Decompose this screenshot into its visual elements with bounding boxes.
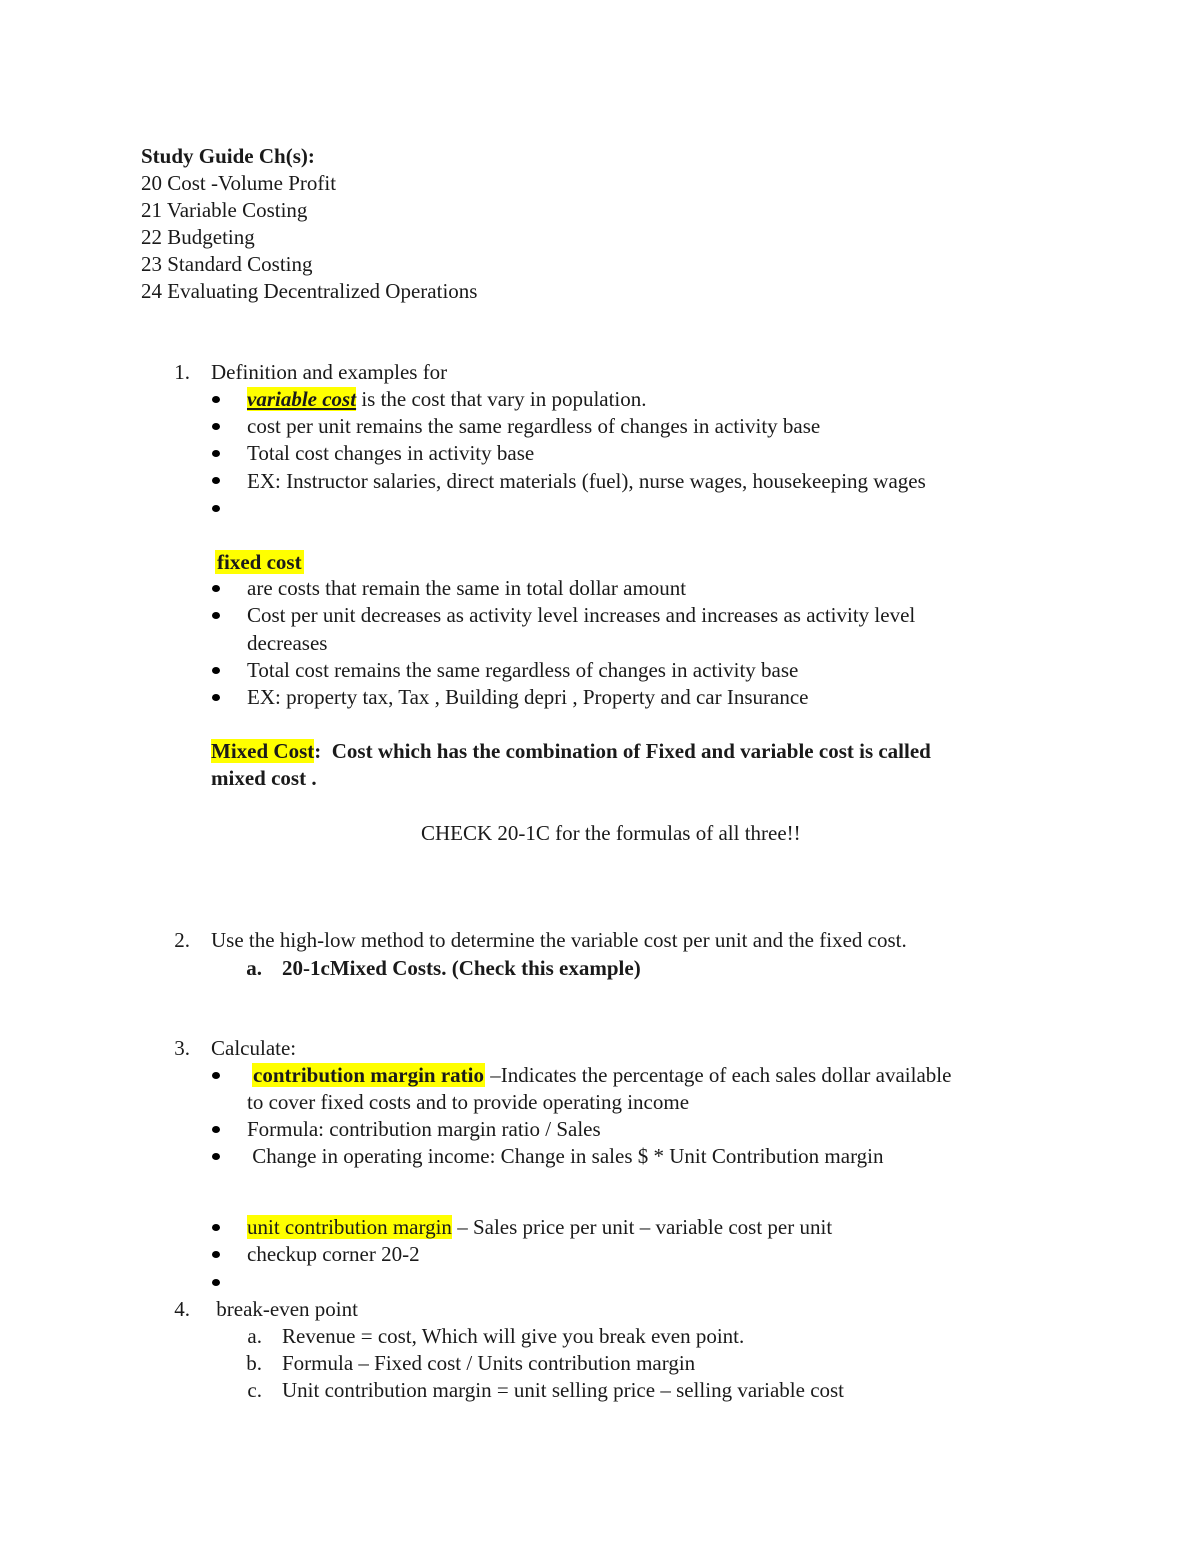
fixed-bullet-4: EX: property tax, Tax , Building depri , Property and car Insurance [247,685,809,709]
unit-cm-term: unit contribution margin [247,1215,452,1239]
section-2-sub-letter: a. [246,956,262,980]
unit-cm-definition-text: – Sales price per unit – variable cost per unit [451,1215,833,1239]
bullet-icon [212,1153,220,1160]
bullet-icon [212,585,220,592]
chapter-21: 21 Variable Costing [141,198,308,222]
section-3-number: 3. [174,1036,190,1060]
mixed-cost-colon: : [314,739,322,763]
bullet-icon [212,505,220,512]
section-1-heading: Definition and examples for [211,360,448,384]
section-1-number: 1. [174,360,190,384]
section-2-heading: Use the high-low method to determine the variable cost per unit and the fixed cost. [211,928,907,952]
mixed-cost-term: Mixed Cost [211,739,315,763]
study-guide-title: Study Guide Ch(s): [141,144,315,168]
cm-ratio-definition [252,1062,951,1089]
mixed-cost-definition [211,738,931,765]
variable-bullet-1: cost per unit remains the same regardless of changes in activity base [247,414,821,438]
bullet-icon [212,1224,220,1231]
bullet-icon [212,694,220,701]
section-4-item-b: Formula – Fixed cost / Units contribution margin [282,1351,696,1375]
formula-bullet: Formula: contribution margin ratio / Sales [247,1117,601,1141]
variable-cost-definition [247,386,647,413]
bullet-icon [212,1072,220,1079]
checkup-corner-bullet: checkup corner 20-2 [247,1242,420,1266]
chapter-23: 23 Standard Costing [141,252,313,276]
chapter-22: 22 Budgeting [141,225,255,249]
bullet-icon [212,423,220,430]
section-4-item-c-letter: c. [247,1378,262,1402]
cm-ratio-definition-line2: to cover fixed costs and to provide operating income [247,1090,690,1114]
fixed-bullet-2: Cost per unit decreases as activity level increases and increases as activity level [247,603,916,627]
check-note: CHECK 20-1C for the formulas of all three!! [421,821,801,845]
fixed-bullet-3: Total cost remains the same regardless of changes in activity base [247,658,799,682]
mixed-cost-definition-line2: mixed cost . [211,766,317,790]
section-2-number: 2. [174,928,190,952]
cm-ratio-term: contribution margin ratio [253,1063,484,1087]
variable-cost-term: variable cost [247,387,357,411]
section-4-item-a-letter: a. [247,1324,262,1348]
chapter-24: 24 Evaluating Decentralized Operations [141,279,478,303]
variable-cost-definition-text: is the cost that vary in population. [356,387,647,411]
bullet-icon [212,612,220,619]
bullet-icon [212,1251,220,1258]
section-4-item-b-letter: b. [246,1351,262,1375]
bullet-icon [212,667,220,674]
bullet-icon [212,396,220,403]
variable-bullet-3: EX: Instructor salaries, direct materials (fuel), nurse wages, housekeeping wages [247,469,926,493]
variable-bullet-2: Total cost changes in activity base [247,441,535,465]
chapter-20: 20 Cost -Volume Profit [141,171,337,195]
bullet-icon [212,1279,220,1286]
unit-cm-definition [247,1214,832,1241]
section-2-sub-text: 20-1cMixed Costs. (Check this example) [282,956,641,980]
section-4-number: 4. [174,1297,190,1321]
bullet-icon [212,477,220,484]
fixed-cost-heading [215,549,304,576]
section-4-item-a: Revenue = cost, Which will give you break even point. [282,1324,745,1348]
section-3-heading: Calculate: [211,1036,297,1060]
bullet-icon [212,450,220,457]
mixed-cost-definition-line1: Cost which has the combination of Fixed and variable cost is called [331,739,931,763]
fixed-cost-term: fixed cost [217,550,302,574]
fixed-bullet-1: are costs that remain the same in total dollar amount [247,576,687,600]
bullet-icon [212,1126,220,1133]
section-4-item-c: Unit contribution margin = unit selling price – selling variable cost [282,1378,845,1402]
cm-ratio-definition-text: –Indicates the percentage of each sales dollar available [485,1063,952,1087]
change-operating-income-bullet: Change in operating income: Change in sales $ * Unit Contribution margin [247,1144,884,1168]
fixed-bullet-2-continued: decreases [247,631,328,655]
section-4-heading: break-even point [211,1297,358,1321]
